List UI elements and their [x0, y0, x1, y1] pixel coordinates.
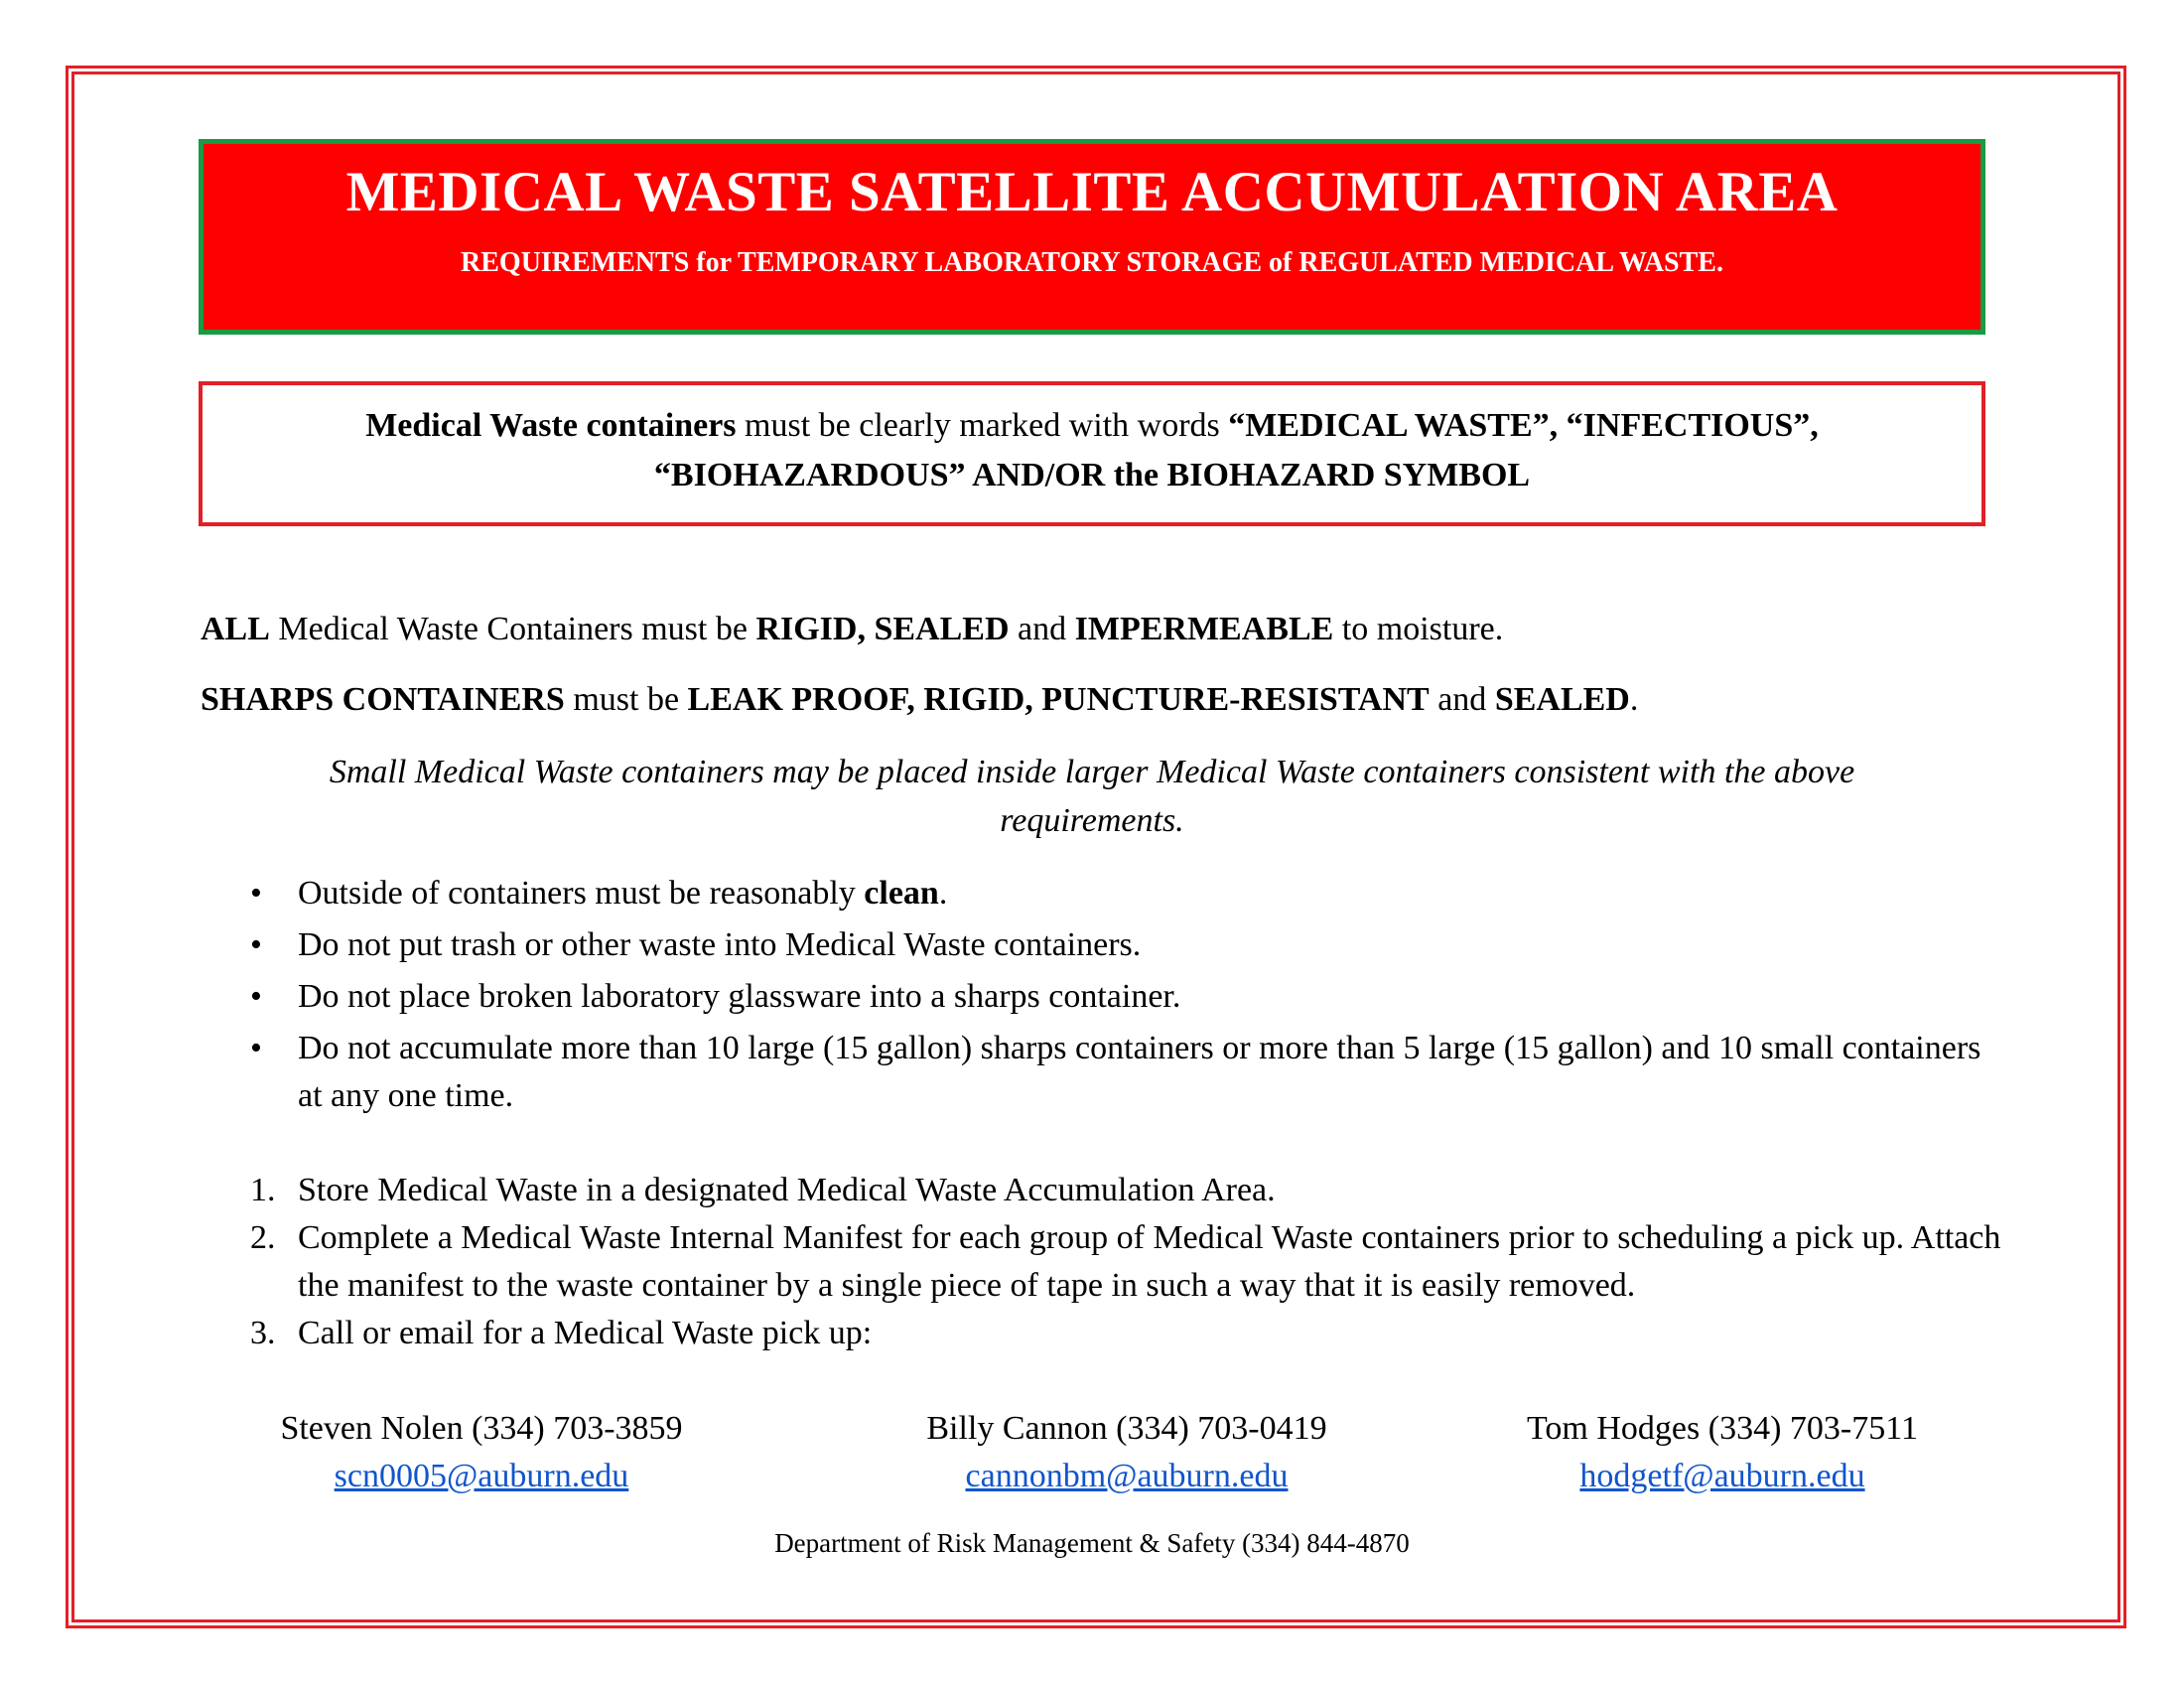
bullet-icon: •: [250, 875, 262, 912]
page-subtitle: REQUIREMENTS for TEMPORARY LABORATORY STORAGE of REGULATED MEDICAL WASTE.: [461, 246, 1723, 278]
contact-name: Billy Cannon (334) 703-0419: [926, 1410, 1327, 1447]
list-item: [248, 921, 1995, 969]
req2-text-1: must be: [564, 681, 688, 718]
contact-steven-nolen: [248, 1405, 715, 1500]
req2-text-3: .: [1629, 681, 1639, 718]
requirement-all-containers: [201, 606, 1503, 653]
requirement-sharps-containers: [201, 676, 1638, 724]
bullet-3-text: Do not place broken laboratory glassware into a sharps container.: [298, 978, 1181, 1015]
step-number: 3.: [250, 1315, 276, 1351]
bullet-icon: •: [250, 978, 262, 1015]
contact-name: Tom Hodges (334) 703-7511: [1527, 1410, 1918, 1447]
marking-line-2: [203, 451, 1981, 500]
step-item: [248, 1214, 2005, 1310]
step-item: [248, 1310, 2005, 1357]
marking-lead-text: must be clearly marked with words: [736, 407, 1229, 444]
bullet-1-bold: clean: [864, 875, 939, 912]
page-title: MEDICAL WASTE SATELLITE ACCUMULATION AREA: [345, 161, 1839, 223]
bullet-2-text: Do not put trash or other waste into Medical Waste containers.: [298, 926, 1142, 963]
step-3-text: Call or email for a Medical Waste pick up:: [298, 1315, 873, 1351]
department-footer: Department of Risk Management & Safety (334) 844-4870: [774, 1528, 1410, 1558]
req1-text-3: to moisture.: [1333, 611, 1504, 647]
bullet-icon: •: [250, 926, 262, 963]
procedure-steps: [248, 1167, 2005, 1357]
step-number: 2.: [250, 1219, 276, 1256]
req1-text-1: Medical Waste Containers must be: [269, 611, 756, 647]
bullet-1-text: Outside of containers must be reasonably: [298, 875, 865, 912]
req1-bold-3: IMPERMEABLE: [1074, 611, 1334, 647]
note-line-2: requirements.: [1000, 802, 1184, 839]
marking-line-1: [203, 401, 1981, 451]
contact-name: Steven Nolen (334) 703-3859: [280, 1410, 683, 1447]
marking-lead: Medical Waste containers: [365, 407, 737, 444]
list-item: [248, 973, 1995, 1021]
small-containers-note: [199, 748, 1985, 845]
req1-text-2: and: [1009, 611, 1075, 647]
title-banner: [199, 139, 1985, 335]
req2-bold-2: LEAK PROOF, RIGID, PUNCTURE-RESISTANT: [687, 681, 1430, 718]
contact-email-link[interactable]: cannonbm@auburn.edu: [965, 1458, 1289, 1494]
bullet-4-text: Do not accumulate more than 10 large (15 gallon) sharps containers or more than 5 large (15 gallon) and 10 small containers at any one time.: [298, 1030, 1981, 1114]
list-item: [248, 870, 1995, 917]
contact-tom-hodges: [1489, 1405, 1956, 1500]
marking-requirement-box: [199, 381, 1985, 526]
step-2-text: Complete a Medical Waste Internal Manifest for each group of Medical Waste containers prior to scheduling a pick up. Attach the manifest to the waste container by a single piece of tape in such a way that it is easily removed.: [298, 1219, 2001, 1304]
req2-text-2: and: [1429, 681, 1495, 718]
list-item: [248, 1025, 1995, 1120]
marking-words: “MEDICAL WASTE”, “INFECTIOUS”,: [1228, 407, 1819, 444]
note-line-1: Small Medical Waste containers may be placed inside larger Medical Waste containers consistent with the above: [329, 754, 1855, 790]
rules-bullet-list: [248, 870, 1995, 1124]
req2-bold-3: SEALED: [1494, 681, 1630, 718]
contact-email-link[interactable]: hodgetf@auburn.edu: [1579, 1458, 1865, 1494]
req1-bold-2: RIGID, SEALED: [755, 611, 1010, 647]
contacts-row: [248, 1405, 1956, 1504]
step-item: [248, 1167, 2005, 1214]
step-number: 1.: [250, 1172, 276, 1208]
step-1-text: Store Medical Waste in a designated Medical Waste Accumulation Area.: [298, 1172, 1276, 1208]
contact-billy-cannon: [893, 1405, 1360, 1500]
bullet-icon: •: [250, 1030, 262, 1066]
req1-bold-1: ALL: [201, 611, 270, 647]
req2-bold-1: SHARPS CONTAINERS: [201, 681, 565, 718]
contact-email-link[interactable]: scn0005@auburn.edu: [334, 1458, 629, 1494]
marking-words-2: “BIOHAZARDOUS” AND/OR the BIOHAZARD SYMBOL: [653, 457, 1531, 493]
bullet-1-end: .: [938, 875, 948, 912]
